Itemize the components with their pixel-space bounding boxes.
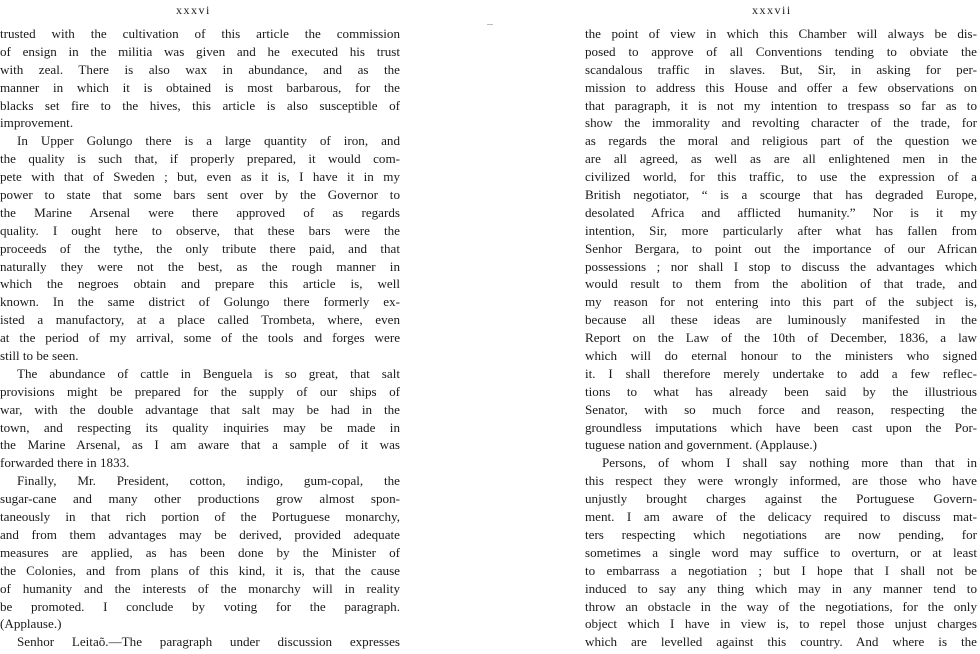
left-text-line: the Marine Arsenal, as I am aware that a sample of it was [0, 437, 400, 453]
gutter-mark [487, 24, 493, 25]
left-text-line: provisions might be prepared for the supply of our ships of [0, 383, 400, 399]
left-text-line: and from them advantages may be derived, provided adequate [0, 526, 400, 542]
left-text-line: at the period of my arrival, some of the tools and forges were [0, 330, 400, 346]
right-text-line: throw an obstacle in the way of the negotiations, for the only [585, 598, 977, 614]
left-text-line: town, and respecting its quality inquiries may be made in [0, 419, 400, 435]
right-text-line: scandalous traffic in slaves. But, Sir, in asking for per- [585, 61, 977, 77]
left-text-line: the quality is such that, if properly prepared, it would com- [0, 151, 400, 167]
right-text-line: mission to address this House and offer a few observations on [585, 79, 977, 95]
right-text-line: sometimes a single word may suffice to overturn, or at least [585, 544, 977, 560]
right-text-line: possessions ; nor shall I stop to discuss the advantages which [585, 258, 977, 274]
left-text-line: which the negroes obtain and prepare this article is, well [0, 276, 400, 292]
page-number-left: xxxvi [176, 3, 211, 17]
left-text-line: improvement. [0, 115, 74, 131]
right-text-line: as regards the moral and religious part of the question we [585, 133, 977, 149]
left-text-line: forwarded there in 1833. [0, 455, 130, 471]
left-text-line: blacks set fire to the hives, this article is also susceptible of [0, 97, 400, 113]
right-text-line: show the immorality and revolting character of the trade, for [585, 115, 977, 131]
right-text-line: my reason for not entering into this part of the subject is, [585, 294, 977, 310]
right-text-line: induced to say any thing which may in any manner tend to [585, 580, 977, 596]
left-text-line: measures are applied, as has been done by the Minister of [0, 544, 400, 560]
left-text-line: the Colonies, and from plans of this kind, it is, that the cause [0, 562, 400, 578]
left-text-line: pete with that of Sweden ; but, even as it is, I have it in my [0, 169, 400, 185]
left-text-line: taneously in that rich portion of the Portuguese monarchy, [0, 509, 400, 525]
right-text-line: civilized world, for this traffic, to use the expression of a [585, 169, 977, 185]
left-text-line: quality. I ought here to observe, that these bars were the [0, 222, 400, 238]
right-text-line: tions to what has already been said by the illustrious [585, 383, 977, 399]
right-text-line: ment. I am aware of the delicacy required to discuss mat- [585, 509, 977, 525]
right-text-line: this respect they were wrongly informed, are those who have [585, 473, 977, 489]
left-text-line: power to state that some bars sent over by the Governor to [0, 187, 400, 203]
right-text-line: unjustly brought charges against the Portuguese Govern- [585, 491, 977, 507]
left-text-line: be promoted. I conclude by voting for the paragraph. [0, 598, 400, 614]
left-text-line: The abundance of cattle in Benguela is so great, that salt [17, 365, 400, 381]
left-text-line: trusted with the cultivation of this article the commission [0, 26, 400, 41]
right-text-line: Senhor Bergara, to point out the importance of our African [585, 240, 977, 256]
left-text-line: still to be seen. [0, 348, 79, 364]
left-text-line: In Upper Golungo there is a large quantity of iron, and [17, 133, 400, 149]
right-text-line: object which I have in view is, to repel those unjust charges [585, 616, 977, 632]
page-number-right: xxxvii [752, 3, 792, 17]
right-text-line: that paragraph, it is not my intention to trespass so far as to [585, 97, 977, 113]
left-text-line: manner in which it is obtained is most barbarous, for the [0, 79, 400, 95]
right-text-line: Senator, with so much force and reason, respecting the [585, 401, 977, 417]
right-text-line: are all agreed, as well as are all enlightened men in the [585, 151, 977, 167]
left-text-line: (Applause.) [0, 616, 62, 632]
right-text-line: which will do eternal honour to the ministers who signed [585, 348, 977, 364]
left-text-line: isted a manufactory, at a place called Trombeta, where, even [0, 312, 400, 328]
left-text-line: Senhor Leitaõ.—The paragraph under discussion expresses [17, 634, 400, 650]
right-text-line: which are levelled against this country. And where is the [585, 634, 977, 650]
right-text-line: tuguese nation and government. (Applause.) [585, 437, 817, 453]
left-text-line: Finally, Mr. President, cotton, indigo, gum-copal, the [17, 473, 400, 489]
right-text-line: groundless imputations which have been cast upon the Por- [585, 419, 977, 435]
right-text-line: would result to them from the abolition of that trade, and [585, 276, 977, 292]
left-text-line: naturally they were not the best, as the rough manner in [0, 258, 400, 274]
right-page [585, 0, 977, 654]
left-text-line: with zeal. There is also wax in abundance, and as the [0, 61, 400, 77]
left-text-line: of humanity and the interests of the monarchy will in reality [0, 580, 400, 596]
right-text-line: intention, Sir, more particularly after what has fallen from [585, 222, 977, 238]
left-text-line: sugar-cane and many other productions grow almost spon- [0, 491, 400, 507]
right-text-line: Report on the Law of the 10th of December, 1836, a law [585, 330, 977, 346]
left-text-line: the Marine Arsenal were there approved of as regards [0, 204, 400, 220]
left-text-line: of ensign in the militia was given and he executed his trust [0, 43, 400, 59]
left-text-line: war, with the double advantage that salt may be had in the [0, 401, 400, 417]
left-page-text [0, 25, 400, 651]
right-text-line: to embarrass a negotiation ; but I hope that I shall not be [585, 562, 977, 578]
right-text-line: Persons, of whom I shall say nothing more than that in [602, 455, 977, 471]
right-page-text [585, 25, 977, 651]
right-text-line: it. I shall therefore merely undertake to add a few reflec- [585, 365, 977, 381]
right-text-line: British negotiator, “ is a scourge that has degraded Europe, [585, 187, 977, 203]
right-text-line: the point of view in which this Chamber will always be dis- [585, 26, 977, 41]
left-page [0, 0, 400, 654]
left-text-line: proceeds of the tythe, the only tribute there paid, and that [0, 240, 400, 256]
right-text-line: desolated Africa and afflicted humanity.” Nor is it my [585, 204, 977, 220]
right-text-line: posed to approve of all Conventions tending to obviate the [585, 43, 977, 59]
right-text-line: because all these ideas are luminously manifested in the [585, 312, 977, 328]
right-text-line: ters respecting which negotiations are now pending, for [585, 526, 977, 542]
left-text-line: known. In the same district of Golungo there formerly ex- [0, 294, 400, 310]
